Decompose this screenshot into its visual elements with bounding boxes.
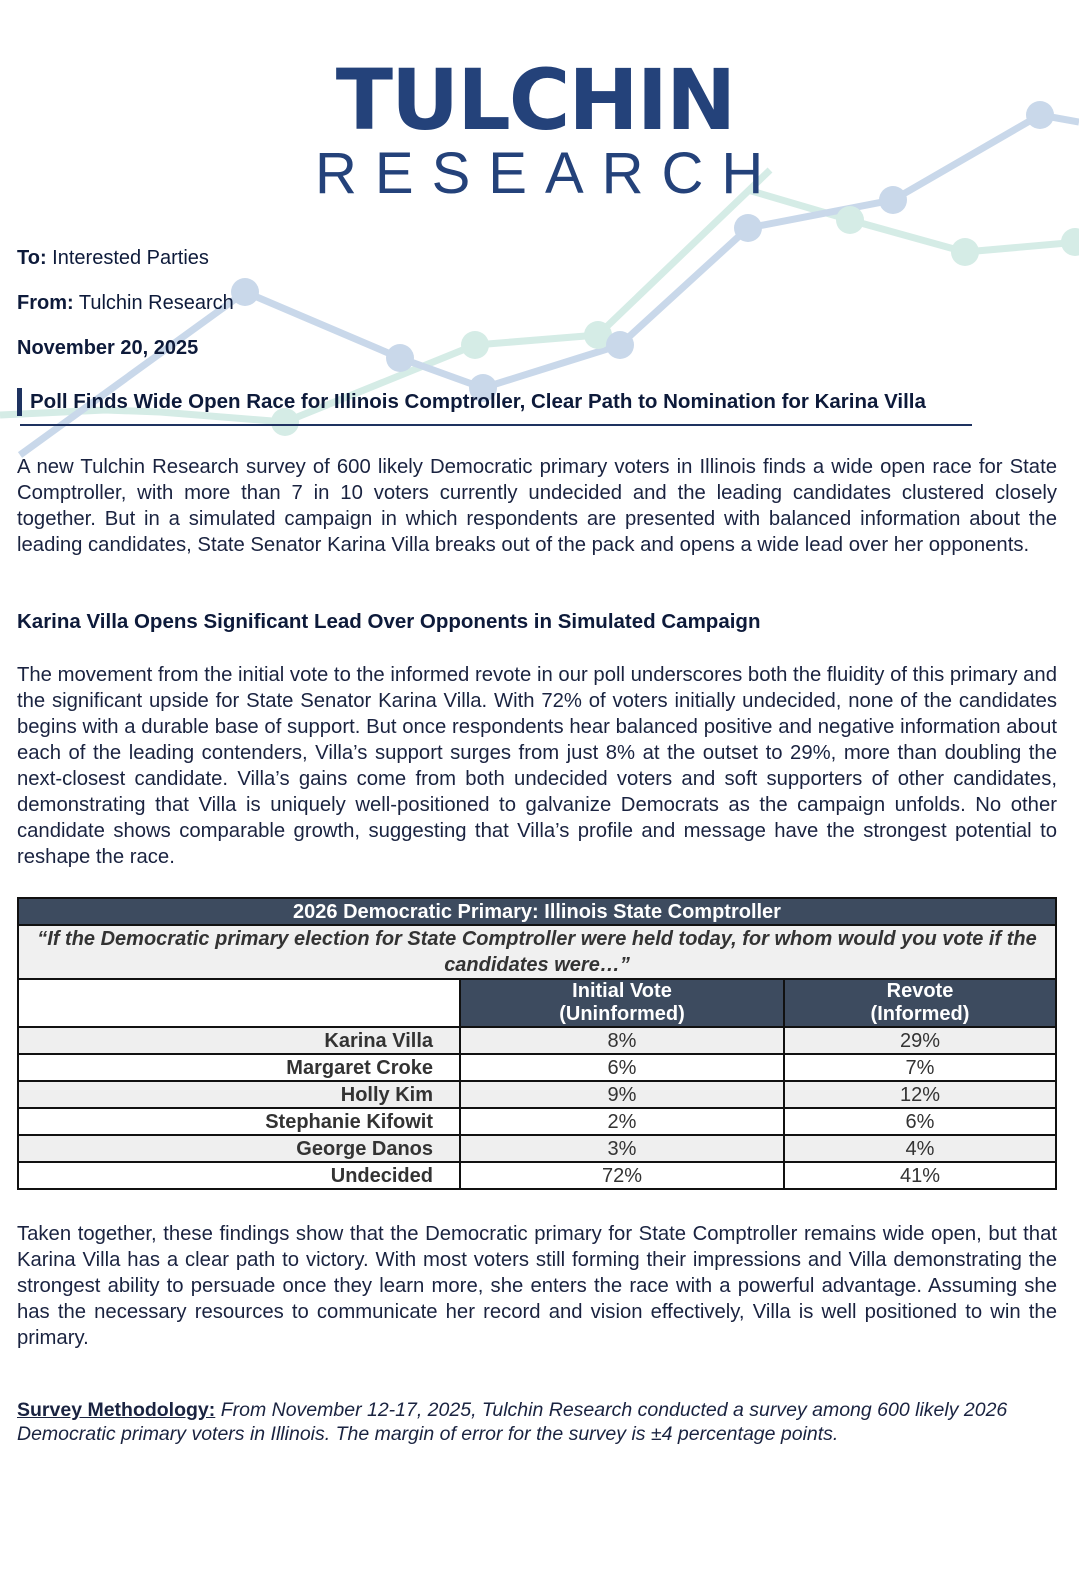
initial-vote: 72% [460,1162,784,1189]
candidate-name: George Danos [18,1135,460,1162]
headline: Poll Finds Wide Open Race for Illinois Comptroller, Clear Path to Nomination for Karina Villa [17,388,926,416]
table-row [18,1108,1056,1135]
table-question: “If the Democratic primary election for State Comptroller were held today, for whom would you vote if the candidates were…” [18,925,1056,979]
survey-methodology [17,1398,1062,1446]
candidate-name: Stephanie Kifowit [18,1108,460,1135]
tulchin-research-logo [305,51,782,206]
revote: 6% [784,1108,1056,1135]
revote: 7% [784,1054,1056,1081]
candidate-name: Margaret Croke [18,1054,460,1081]
to-label: To: [17,247,47,269]
body-paragraph: The movement from the initial vote to the informed revote in our poll underscores both the fluidity of this primary and the significant upside for State Senator Karina Villa. With 72% of voters initially undecided, none of the candidates begins with a durable base of support. But once respondents hear balanced positive and negative information about each of the leading contenders, Villa’s support surges from just 8% at the outset to 29%, more than doubling the next-closest candidate. Villa’s gains come from both undecided voters and soft supporters of other candidates, demonstrating that Villa is uniquely well-positioned to galvanize Democrats as the campaign unfolds. No other candidate shows comparable growth, suggesting that Villa’s profile and message have the strongest potential to reshape the race. [17,664,1057,868]
headline-underline [20,424,972,426]
col2-label: Revote [886,980,954,1002]
candidate-name: Karina Villa [18,1027,460,1054]
table-row [18,1081,1056,1108]
revote: 29% [784,1027,1056,1054]
initial-vote: 9% [460,1081,784,1108]
col1-label: Initial Vote [572,980,672,1002]
table-row [18,1027,1056,1054]
initial-vote: 3% [460,1135,784,1162]
methodology-text: From November 12-17, 2025, Tulchin Research conducted a survey among 600 likely 2026 Democratic primary voters in Illinois. The margin of error for the survey is ±4 percentage points. [17,1399,1008,1445]
intro-paragraph: A new Tulchin Research survey of 600 likely Democratic primary voters in Illinois finds a wide open race for State Comptroller, with more than 7 in 10 voters currently undecided and the leading candidates clustered closely together. But in a simulated campaign in which respondents are presented with balanced information about the leading candidates, State Senator Karina Villa breaks out of the pack and opens a wide lead over her opponents. [17,456,1057,556]
candidate-name: Holly Kim [18,1081,460,1108]
poll-results-table [17,897,1057,1190]
section-subheading: Karina Villa Opens Significant Lead Over Opponents in Simulated Campaign [17,610,761,633]
column-header-revote [784,979,1056,1027]
revote: 12% [784,1081,1056,1108]
candidate-name: Undecided [18,1162,460,1189]
methodology-label: Survey Methodology: [17,1399,216,1421]
table-title: 2026 Democratic Primary: Illinois State Comptroller [18,898,1056,925]
logo-wordmark: TULCHIN [335,51,735,149]
initial-vote: 6% [460,1054,784,1081]
memo-date: November 20, 2025 [17,337,199,359]
conclusion-paragraph: Taken together, these findings show that the Democratic primary for State Comptroller remains wide open, but that Karina Villa has a clear path to victory. With most voters still forming their impressions and Villa demonstrating the strongest ability to persuade once they learn more, she enters the race with a powerful advantage. Assuming she has the necessary resources to communicate her record and vision effectively, Villa is well positioned to win the primary. [17,1223,1057,1349]
to-value: Interested Parties [52,247,209,269]
initial-vote: 2% [460,1108,784,1135]
table-row [18,1054,1056,1081]
table-corner [18,979,460,1027]
to-line [17,247,209,270]
revote: 4% [784,1135,1056,1162]
from-label: From: [17,292,74,314]
col1-sublabel: (Uninformed) [559,1003,685,1025]
from-value: Tulchin Research [78,292,234,314]
from-line [17,292,234,315]
col2-sublabel: (Informed) [870,1003,970,1025]
table-row [18,1135,1056,1162]
table-row [18,1162,1056,1189]
revote: 41% [784,1162,1056,1189]
initial-vote: 8% [460,1027,784,1054]
column-header-initial [460,979,784,1027]
logo-subtitle: RESEARCH [315,141,782,206]
